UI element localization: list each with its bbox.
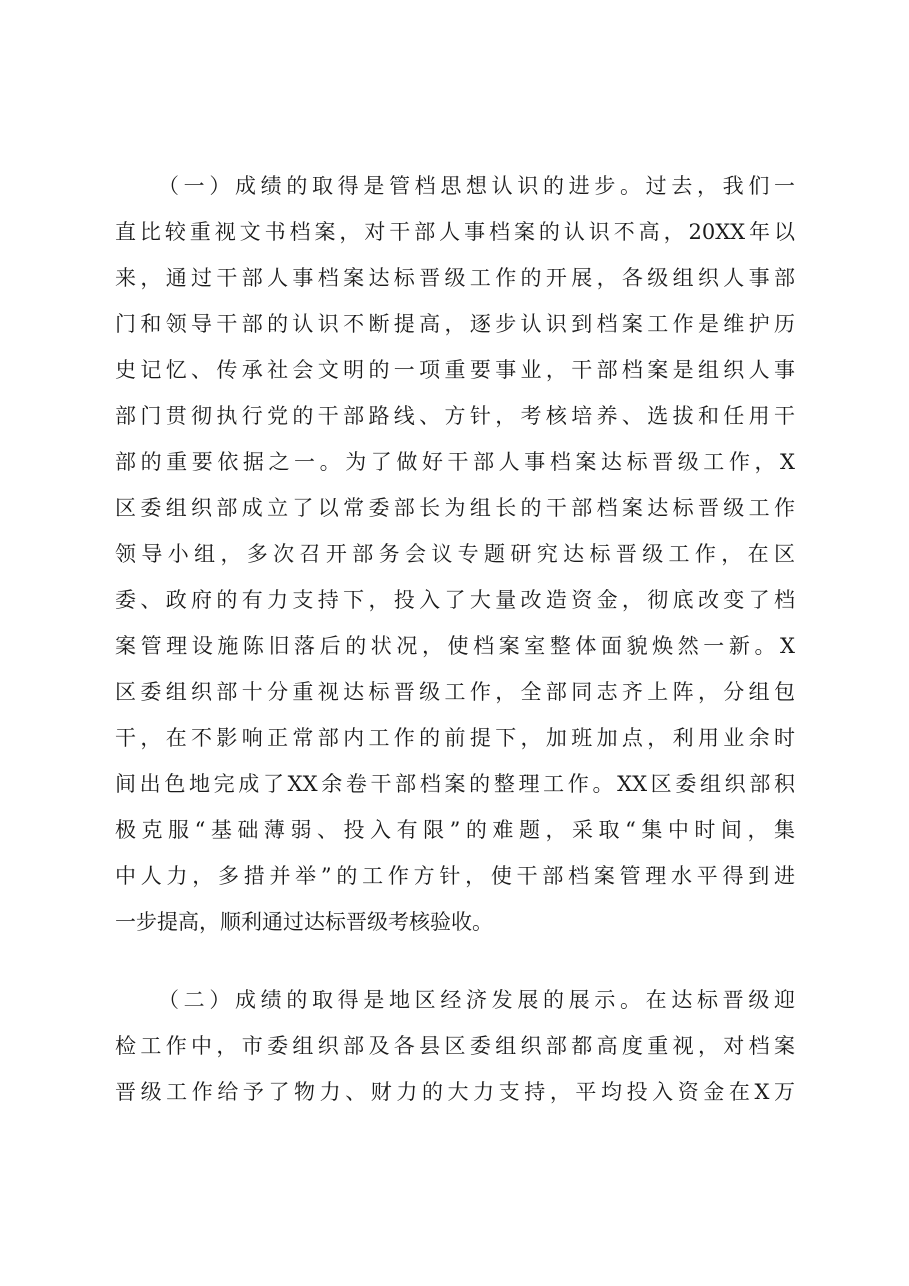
paragraph-line: 区委组织部十分重视达标晋级工作，全部同志齐上阵，分组包 — [115, 680, 795, 704]
paragraph-line: （一）成绩的取得是管档思想认识的进步。过去，我们一 — [158, 174, 795, 198]
paragraph-line: 一步提高，顺利通过达标晋级考核验收。 — [115, 910, 493, 934]
paragraph-line: 间出色地完成了XX余卷干部档案的整理工作。XX区委组织部积 — [115, 772, 795, 796]
paragraph-line: 干，在不影响正常部内工作的前提下，加班加点，利用业余时 — [115, 726, 795, 750]
paragraph-line: 部的重要依据之一。为了做好干部人事档案达标晋级工作，X — [115, 450, 795, 474]
paragraph-line: 极克服“基础薄弱、投入有限”的难题，采取“集中时间，集 — [115, 818, 795, 842]
paragraph-line: 中人力，多措并举”的工作方针，使干部档案管理水平得到进 — [115, 864, 795, 888]
paragraph-line: 案管理设施陈旧落后的状况，使档案室整体面貌焕然一新。X — [115, 634, 795, 658]
paragraph-line: 史记忆、传承社会文明的一项重要事业，干部档案是组织人事 — [115, 358, 795, 382]
paragraph-line: 晋级工作给予了物力、财力的大力支持，平均投入资金在X万 — [115, 1080, 795, 1104]
paragraph-line: 门和领导干部的认识不断提高，逐步认识到档案工作是维护历 — [115, 312, 795, 336]
paragraph-line: 领导小组，多次召开部务会议专题研究达标晋级工作，在区 — [115, 542, 795, 566]
paragraph-line: 直比较重视文书档案，对干部人事档案的认识不高，20XX年以 — [115, 220, 795, 244]
paragraph-line: 来，通过干部人事档案达标晋级工作的开展，各级组织人事部 — [115, 266, 795, 290]
paragraph-line: 区委组织部成立了以常委部长为组长的干部档案达标晋级工作 — [115, 496, 795, 520]
paragraph-line: 检工作中，市委组织部及各县区委组织部都高度重视，对档案 — [115, 1034, 795, 1058]
paragraph-line: 部门贯彻执行党的干部路线、方针，考核培养、选拔和任用干 — [115, 404, 795, 428]
paragraph-line: 委、政府的有力支持下，投入了大量改造资金，彻底改变了档 — [115, 588, 795, 612]
paragraph-line: （二）成绩的取得是地区经济发展的展示。在达标晋级迎 — [158, 988, 795, 1012]
